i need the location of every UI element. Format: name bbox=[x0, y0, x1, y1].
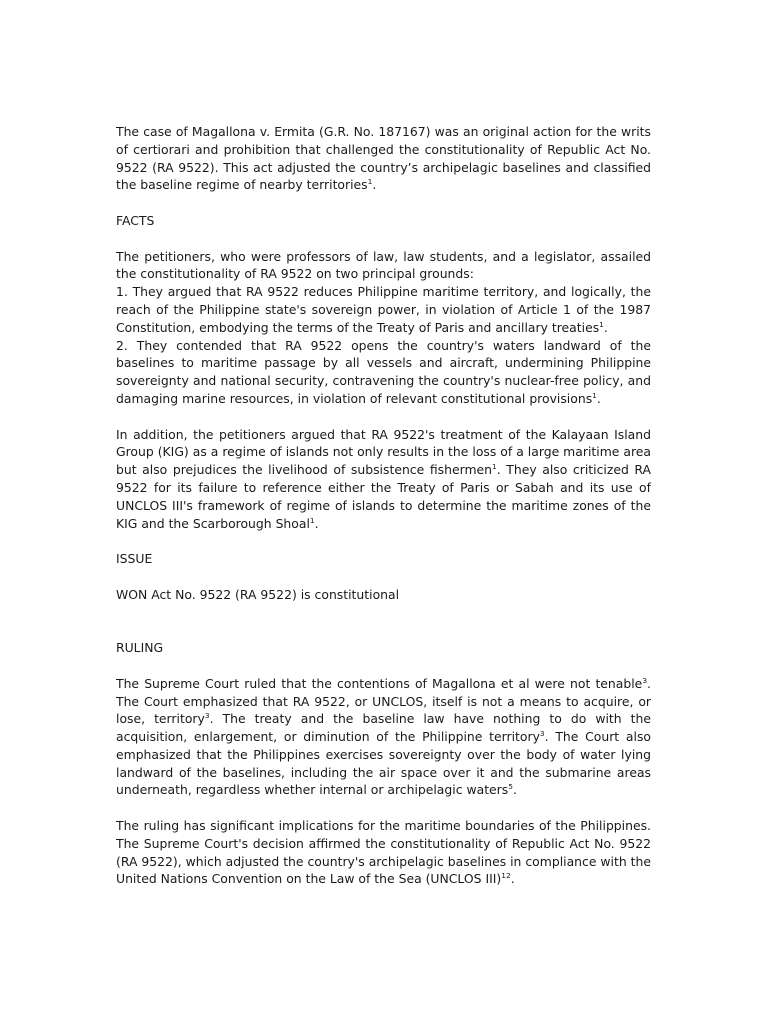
issue-heading: ISSUE bbox=[116, 551, 153, 567]
footnote-ref: 1 bbox=[367, 177, 373, 187]
intro-paragraph: The case of Magallona v. Ermita (G.R. No. 187167) was an original action for the writs of certiorari and prohibition that challenged the constitutionality of Republic Act No. 9522 (RA 9522). This act adjusted the country’s archipelagic baselines and classified the baseline regime of nearby territories$^1$. bbox=[116, 124, 651, 193]
ruling-heading: RULING bbox=[116, 640, 164, 656]
footnote-ref: 3 bbox=[539, 728, 545, 738]
facts-addition-paragraph: In addition, the petitioners argued that RA 9522's treatment of the Kalayaan Island Group (KIG) as a regime of islands not only results in the loss of a large maritime area but also prejudices the livelihood of subsistence fishermen$^1$. They also criticized RA 9522 for its failure to reference either the Treaty of Paris or Sabah and its use of UNCLOS III's framework of regime of islands to determine the maritime zones of the KIG and the Scarborough Shoal$^1$. bbox=[116, 426, 651, 531]
document-page bbox=[116, 123, 651, 888]
facts-point-2: 2. They contended that RA 9522 opens the country's waters landward of the baselines to maritime passage by all vessels and aircraft, undermining Philippine sovereignty and national security, contravening the country's nuclear-free policy, and damaging marine resources, in violation of relevant constitutional provisions$^1$. bbox=[116, 337, 651, 406]
footnote-ref: 3 bbox=[204, 711, 210, 721]
issue-text: WON Act No. 9522 (RA 9522) is constitutional bbox=[116, 586, 400, 602]
facts-point-1: 1. They argued that RA 9522 reduces Philippine maritime territory, and logically, the reach of the Philippine state's sovereign power, in violation of Article 1 of the 1987 Constitution, embodying the terms of the Treaty of Paris and ancillary treaties$^1$. bbox=[116, 284, 651, 335]
footnote-ref: 1 bbox=[492, 462, 497, 472]
facts-heading: FACTS bbox=[116, 212, 155, 228]
footnote-ref: 5 bbox=[508, 782, 513, 792]
facts-lead-paragraph: The petitioners, who were professors of law, law students, and a legislator, assailed the constitutionality of RA 9522 on two principal grounds: bbox=[116, 248, 651, 282]
footnote-ref: 1 bbox=[599, 319, 604, 329]
footnote-ref: 1 bbox=[592, 390, 597, 400]
footnote-ref: 3 bbox=[642, 675, 648, 685]
ruling-paragraph-2: The ruling has significant implications for the maritime boundaries of the Philippines. The Supreme Court's decision affirmed the constitutionality of Republic Act No. 9522 (RA 9522), which adjusted the country's archipelagic baselines in compliance with the United Nations Convention on the Law of the Sea (UNCLOS III)$^{12}$. bbox=[116, 818, 651, 887]
footnote-ref: 1 bbox=[309, 515, 315, 525]
ruling-paragraph-1: The Supreme Court ruled that the contentions of Magallona et al were not tenable$^3$. The Court emphasized that RA 9522, or UNCLOS, itself is not a means to acquire, or lose, territory$^3$. The treaty and the baseline law have nothing to do with the acquisition, enlargement, or diminution of the Philippine territory$^3$. The Court also emphasized that the Philippines exercises sovereignty over the body of water lying landward of the baselines, including the air space over it and the submarine areas underneath, regardless whether internal or archipelagic waters$^5$. bbox=[116, 675, 651, 798]
footnote-ref: 12 bbox=[501, 871, 511, 881]
